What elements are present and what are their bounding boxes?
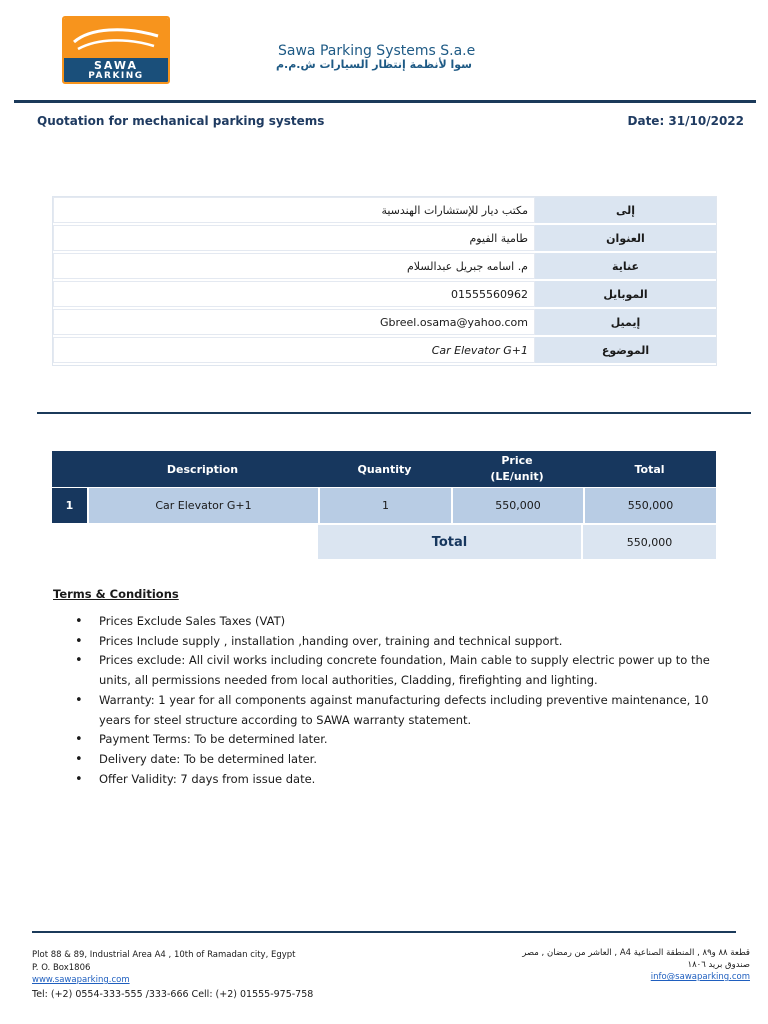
footer-contact-arabic bbox=[522, 947, 750, 983]
list-item: • Prices Include supply , installation ,handing over, training and technical support. bbox=[75, 632, 725, 652]
info-value-attention: م. اسامه جبريل عبدالسلام bbox=[53, 253, 535, 279]
info-label-subject: الموضوع bbox=[535, 337, 716, 363]
info-value-subject: Car Elevator G+1 bbox=[53, 337, 535, 363]
email-link[interactable]: info@sawaparking.com bbox=[650, 972, 750, 982]
list-item: • Delivery date: To be determined later. bbox=[75, 750, 725, 770]
info-value-email[interactable]: Gbreel.osama@yahoo.com bbox=[53, 309, 535, 335]
recipient-info-table bbox=[52, 196, 717, 366]
terms-list bbox=[75, 612, 725, 789]
list-item: • Prices exclude: All civil works including concrete foundation, Main cable to supply electric power up to the units, all permissions needed from local authorities, Cladding, firefighting and lighting. bbox=[75, 651, 725, 690]
info-row-attention bbox=[53, 253, 716, 281]
row-description: Car Elevator G+1 bbox=[87, 488, 318, 523]
info-label-to: إلى bbox=[535, 197, 716, 223]
footer-pobox: P. O. Box1806 bbox=[32, 962, 91, 973]
info-row-to bbox=[53, 197, 716, 225]
footer-divider bbox=[32, 931, 736, 933]
header-price bbox=[451, 451, 583, 487]
info-label-address: العنوان bbox=[535, 225, 716, 251]
row-number: 1 bbox=[52, 488, 87, 523]
footer-address: Plot 88 & 89, Industrial Area A4 , 10th of Ramadan city, Egypt bbox=[32, 950, 296, 960]
footer-address-arabic: قطعة ٨٨ و٨٩ , المنطقة الصناعية A4 , العاشر من رمضان , مصر bbox=[522, 948, 750, 958]
header-description: Description bbox=[166, 462, 239, 476]
footer-pobox-arabic: صندوق بريد ١٨٠٦ bbox=[687, 960, 750, 970]
info-label-email: إيميل bbox=[535, 309, 716, 335]
row-price: 550,000 bbox=[451, 488, 583, 523]
header-divider bbox=[14, 100, 756, 103]
footer-phone: Tel: (+2) 0554-333-555 /333-666 Cell: (+2) 01555-975-758 bbox=[32, 988, 314, 1000]
company-name-english: Sawa Parking Systems S.a.e bbox=[278, 43, 476, 59]
grand-total-label: Total bbox=[318, 525, 583, 559]
list-item: • Warranty: 1 year for all components against manufacturing defects including preventive maintenance, 10 years for steel structure according to SAWA warranty statement. bbox=[75, 691, 725, 730]
info-row-email bbox=[53, 309, 716, 337]
grand-total-value: 550,000 bbox=[583, 525, 716, 559]
footer-contact-english bbox=[32, 949, 313, 1001]
list-item: • Prices Exclude Sales Taxes (VAT) bbox=[75, 612, 725, 632]
header-price-label: Price bbox=[501, 454, 533, 467]
list-item: • Payment Terms: To be determined later. bbox=[75, 730, 725, 750]
table-row bbox=[52, 487, 716, 523]
row-total: 550,000 bbox=[583, 488, 716, 523]
logo-car-emblem bbox=[64, 18, 168, 58]
header-price-unit: (LE/unit) bbox=[490, 470, 544, 483]
info-row-subject bbox=[53, 337, 716, 365]
document-title: Quotation for mechanical parking systems bbox=[37, 114, 325, 128]
info-label-mobile: الموبايل bbox=[535, 281, 716, 307]
list-item: • Offer Validity: 7 days from issue date. bbox=[75, 770, 725, 790]
header-total: Total bbox=[634, 462, 665, 476]
document-date: Date: 31/10/2022 bbox=[627, 114, 744, 128]
info-label-attention: عناية bbox=[535, 253, 716, 279]
info-value-address: طامية الفيوم bbox=[53, 225, 535, 251]
info-value-to: مكتب ديار للإستشارات الهندسية bbox=[53, 197, 535, 223]
logo-text-parking: PARKING bbox=[88, 71, 144, 81]
row-quantity: 1 bbox=[318, 488, 451, 523]
section-divider bbox=[37, 412, 751, 414]
company-name-arabic: سوا لأنظمة إنتظار السيارات ش.م.م bbox=[276, 58, 472, 71]
info-value-mobile: 01555560962 bbox=[53, 281, 535, 307]
header-number bbox=[52, 451, 87, 487]
terms-title: Terms & Conditions bbox=[53, 587, 179, 601]
grand-total-row bbox=[52, 525, 716, 559]
quotation-table bbox=[52, 451, 716, 559]
quotation-header-row bbox=[52, 451, 716, 487]
website-link[interactable]: www.sawaparking.com bbox=[32, 975, 130, 985]
logo-text-sawa: SAWA bbox=[93, 59, 139, 72]
sawa-logo bbox=[62, 16, 170, 84]
info-row-address bbox=[53, 225, 716, 253]
grand-total-spacer bbox=[52, 525, 318, 559]
info-row-mobile bbox=[53, 281, 716, 309]
header-quantity: Quantity bbox=[357, 462, 412, 476]
